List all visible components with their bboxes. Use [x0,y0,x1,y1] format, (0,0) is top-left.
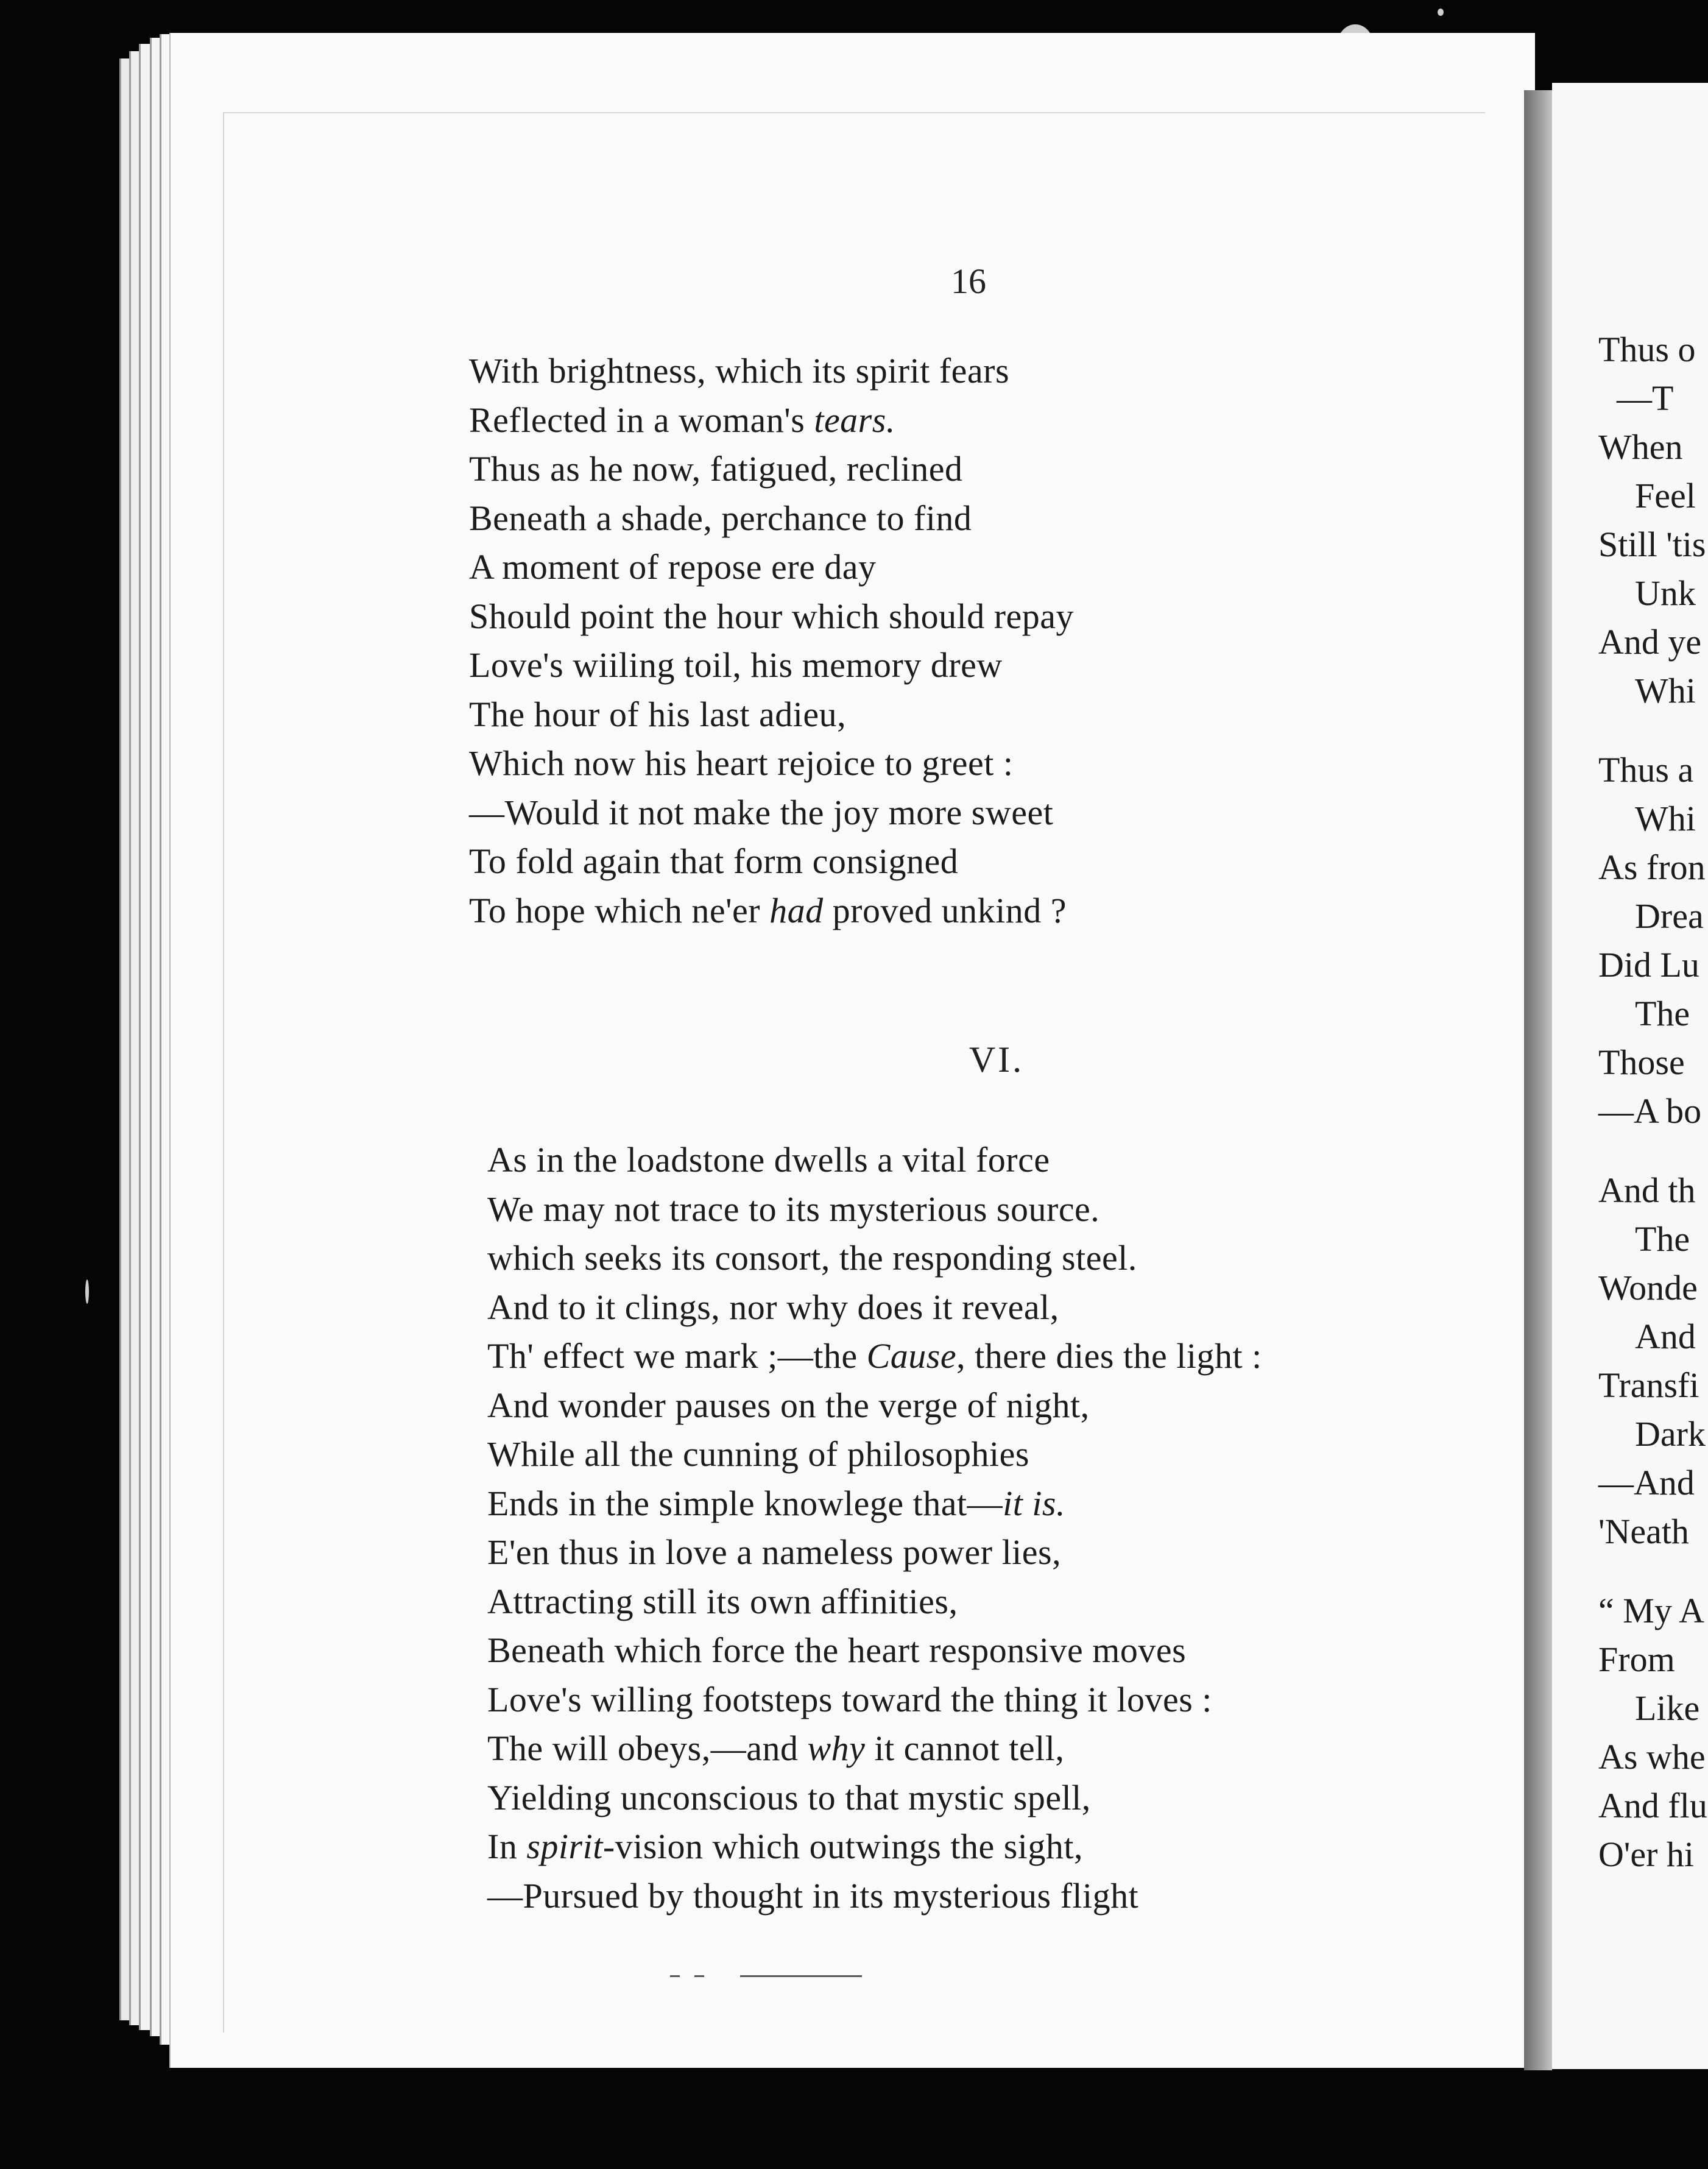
line-text: To hope which ne'er [469,890,770,930]
page-number: 16 [951,261,986,301]
right-page-line: Drea [1635,896,1704,936]
right-page-line: Feel [1635,476,1696,515]
poem-line [487,1630,1186,1671]
line-text: While all the cunning of philosophies [487,1434,1029,1474]
line-text: —Pursued by thought in its mysterious flight [487,1875,1139,1916]
line-emphasis: it is. [1003,1483,1066,1523]
poem-line [469,841,958,882]
line-text: As in the loadstone dwells a vital force [487,1140,1050,1180]
right-page-line: The [1635,1219,1690,1259]
line-text: Ends in the simple knowlege that— [487,1483,1003,1523]
poem-line [487,1777,1091,1818]
line-text: Love's wiiling toil, his memory drew [469,645,1003,685]
bottom-rule [694,1975,704,1977]
poem-line [469,350,1009,391]
right-page-line: Whi [1635,799,1696,838]
line-text: Beneath which force the heart responsive moves [487,1630,1187,1670]
right-page-line: “ My A [1598,1591,1704,1630]
right-page-line: O'er hi [1598,1835,1695,1874]
line-text: Thus as he now, fatigued, reclined [469,449,963,489]
right-page-line: 'Neath [1598,1512,1689,1551]
line-text: proved unkind ? [823,890,1067,930]
dust-speck [1438,9,1444,16]
bottom-rule [740,1975,862,1977]
right-page-line: As fron [1598,847,1706,887]
poem-line [469,596,1074,637]
right-page-line: And flu [1598,1786,1707,1825]
poem-line [487,1532,1061,1573]
poem-line [487,1581,958,1622]
poem-line [469,694,846,735]
poem-line [487,1237,1137,1278]
line-text: it cannot tell, [865,1728,1065,1768]
line-text: Th' effect we mark ;—the [487,1336,867,1376]
poem-line [487,1875,1138,1916]
right-page-line: Still 'tis [1598,525,1706,564]
line-text: Which now his heart rejoice to greet : [469,743,1014,783]
line-text: With brightness, which its spirit fears [469,351,1010,391]
book-gutter [1524,90,1552,2070]
line-text: The will obeys,—and [487,1728,808,1768]
right-page-line: —A bo [1598,1091,1702,1131]
right-page-line: —And [1598,1463,1695,1502]
bottom-rule [670,1975,680,1977]
right-page [1552,83,1708,2069]
line-text: Yielding unconscious to that mystic spell, [487,1777,1091,1817]
right-page-line: Thus o [1598,330,1696,369]
section-heading: VI. [969,1039,1025,1080]
line-text: Attracting still its own affinities, [487,1581,958,1621]
line-text: In [487,1827,527,1866]
line-text: —Would it not make the joy more sweet [469,792,1054,832]
right-page-line: Whi [1635,671,1696,710]
line-text: Beneath a shade, perchance to find [469,498,972,538]
dust-speck [85,1279,89,1304]
right-page-line: As whe [1598,1737,1706,1777]
line-text: And to it clings, nor why does it reveal, [487,1287,1059,1327]
line-text: E'en thus in love a nameless power lies, [487,1532,1062,1572]
line-text: which seeks its consort, the responding steel. [487,1238,1137,1278]
line-emphasis: tears. [814,400,895,440]
poem-line [469,743,1014,784]
line-text: A moment of repose ere day [469,547,877,587]
right-page-line: Transfi [1598,1365,1699,1405]
right-page-line: Like [1635,1688,1700,1728]
poem-line [487,1139,1050,1180]
line-emphasis: why [807,1728,866,1768]
poem-line [469,400,895,441]
line-text: , there dies the light : [956,1336,1262,1376]
poem-line [469,890,1067,931]
poem-line [469,498,972,539]
right-page-line: The [1635,994,1690,1033]
right-page-line: From [1598,1640,1675,1679]
poem-line [487,1728,1064,1769]
right-page-line: —T [1617,378,1674,418]
right-page-line: Did Lu [1598,945,1699,985]
line-emphasis: spirit [526,1827,603,1866]
poem-line [487,1385,1090,1426]
line-text: Love's willing footsteps toward the thing it loves : [487,1679,1212,1719]
line-text: We may not trace to its mysterious source. [487,1189,1100,1229]
line-emphasis: Cause [866,1336,957,1376]
poem-line [487,1434,1029,1474]
line-emphasis: had [769,890,824,930]
poem-line [469,645,1003,685]
poem-line [487,1189,1099,1230]
poem-line [469,547,877,587]
right-page-line: Thus a [1598,750,1694,790]
poem-line [487,1287,1059,1328]
right-page-line: And th [1598,1170,1696,1210]
poem-line [469,792,1053,833]
poem-line [487,1826,1083,1867]
poem-line [469,448,962,489]
poem-line [487,1483,1065,1524]
line-text: And wonder pauses on the verge of night, [487,1385,1090,1425]
line-text: -vision which outwings the sight, [602,1827,1084,1866]
right-page-line: And [1635,1317,1696,1356]
right-page-line: When [1598,427,1683,467]
right-page-line: Those [1598,1042,1685,1082]
right-page-line: Wonde [1598,1268,1698,1307]
line-text: Reflected in a woman's [469,400,814,440]
right-page-line: Dark [1635,1414,1706,1454]
line-text: The hour of his last adieu, [469,694,847,734]
poem-line [487,1679,1212,1720]
poem-line [487,1336,1262,1376]
right-page-line: And ye [1598,622,1702,662]
right-page-line: Unk [1635,573,1696,613]
line-text: To fold again that form consigned [469,841,959,881]
line-text: Should point the hour which should repay [469,596,1075,636]
